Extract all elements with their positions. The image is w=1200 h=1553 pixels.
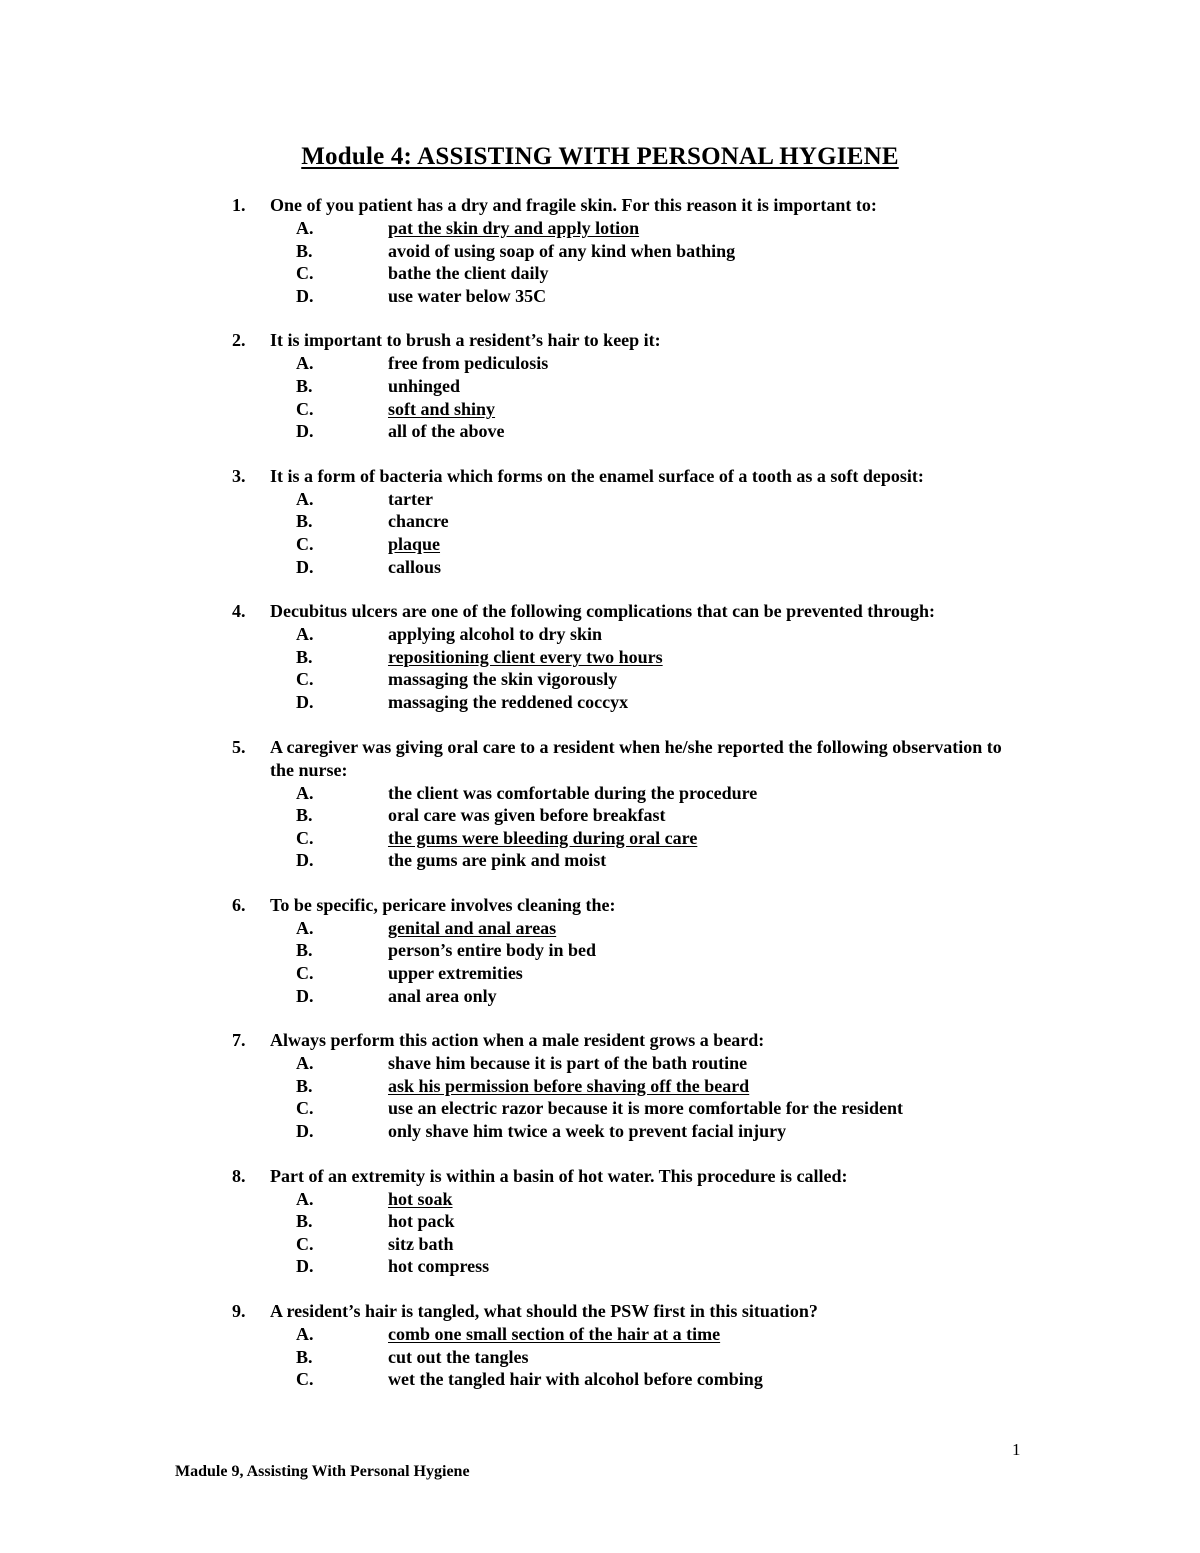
option-letter: D. bbox=[296, 1256, 314, 1277]
option-letter: A. bbox=[296, 782, 314, 803]
option-text-correct: genital and anal areas bbox=[388, 917, 557, 938]
answer-option bbox=[0, 939, 1200, 962]
option-letter: A. bbox=[296, 1053, 314, 1074]
question-text: A resident’s hair is tangled, what should the PSW first in this situation? bbox=[270, 1301, 818, 1321]
question-item bbox=[0, 1300, 1200, 1391]
option-letter: C. bbox=[296, 398, 314, 419]
answer-option bbox=[0, 398, 1200, 421]
option-text: bathe the client daily bbox=[388, 263, 549, 284]
option-text: use water below 35C bbox=[388, 285, 547, 306]
answer-option bbox=[0, 917, 1200, 940]
question-text: Always perform this action when a male resident grows a beard: bbox=[270, 1030, 765, 1051]
answer-option bbox=[0, 352, 1200, 375]
option-text: free from pediculosis bbox=[388, 353, 549, 374]
option-text: chancre bbox=[388, 511, 449, 532]
option-text: oral care was given before breakfast bbox=[388, 805, 666, 826]
answer-option bbox=[0, 556, 1200, 579]
question-stem bbox=[0, 194, 1200, 217]
option-text: person’s entire body in bed bbox=[388, 940, 597, 961]
question-item bbox=[0, 329, 1200, 442]
question-item bbox=[0, 1165, 1200, 1278]
option-text: massaging the reddened coccyx bbox=[388, 691, 629, 712]
question-item bbox=[0, 736, 1200, 872]
option-letter: D. bbox=[296, 850, 314, 871]
answer-option bbox=[0, 1097, 1200, 1120]
question-stem bbox=[0, 894, 1200, 917]
option-text: massaging the skin vigorously bbox=[388, 669, 618, 690]
option-letter: B. bbox=[296, 1211, 313, 1232]
question-number: 5. bbox=[232, 736, 246, 757]
question-stem bbox=[0, 1165, 1200, 1188]
option-letter: D. bbox=[296, 1121, 314, 1142]
option-text: sitz bath bbox=[388, 1233, 454, 1254]
page-title: Module 4: ASSISTING WITH PERSONAL HYGIENE bbox=[301, 143, 899, 170]
answer-option bbox=[0, 420, 1200, 443]
option-letter: A. bbox=[296, 218, 314, 238]
answer-option bbox=[0, 1255, 1200, 1278]
option-letter: A. bbox=[296, 353, 314, 374]
option-letter: D. bbox=[296, 285, 314, 306]
question-number: 4. bbox=[232, 601, 246, 622]
option-text: cut out the tangles bbox=[388, 1346, 529, 1367]
question-number: 1. bbox=[232, 195, 246, 215]
option-letter: A. bbox=[296, 488, 314, 509]
option-letter: B. bbox=[296, 1346, 313, 1367]
question-stem bbox=[0, 1300, 1200, 1323]
option-text: tarter bbox=[388, 488, 433, 509]
question-item bbox=[0, 465, 1200, 578]
question-stem bbox=[0, 736, 1200, 782]
option-text-correct: comb one small section of the hair at a time bbox=[388, 1324, 721, 1344]
answer-option bbox=[0, 668, 1200, 691]
answer-option bbox=[0, 1075, 1200, 1098]
answer-option bbox=[0, 262, 1200, 285]
option-text-correct: repositioning client every two hours bbox=[388, 646, 663, 667]
answer-option bbox=[0, 1188, 1200, 1211]
option-letter: D. bbox=[296, 985, 314, 1006]
option-letter: B. bbox=[296, 940, 313, 961]
option-text: applying alcohol to dry skin bbox=[388, 624, 603, 645]
answer-option bbox=[0, 1346, 1200, 1369]
question-number: 6. bbox=[232, 894, 246, 915]
option-text: upper extremities bbox=[388, 963, 523, 984]
page-number: 1 bbox=[1012, 1440, 1021, 1459]
question-text: A caregiver was giving oral care to a resident when he/she reported the following observation to the nurse: bbox=[270, 736, 1002, 780]
option-text-correct: ask his permission before shaving off the beard bbox=[388, 1075, 750, 1096]
answer-option bbox=[0, 1323, 1200, 1346]
option-letter: B. bbox=[296, 646, 313, 667]
answer-option bbox=[0, 623, 1200, 646]
question-stem bbox=[0, 600, 1200, 623]
question-number: 9. bbox=[232, 1301, 246, 1321]
option-text-correct: hot soak bbox=[388, 1188, 453, 1209]
answer-option bbox=[0, 782, 1200, 805]
question-number: 3. bbox=[232, 465, 246, 486]
option-letter: D. bbox=[296, 556, 314, 577]
footer-text: Madule 9, Assisting With Personal Hygiene bbox=[175, 1463, 470, 1480]
option-text: anal area only bbox=[388, 985, 497, 1006]
question-item bbox=[0, 600, 1200, 713]
question-stem bbox=[0, 329, 1200, 352]
question-stem bbox=[0, 1029, 1200, 1052]
question-number: 7. bbox=[232, 1030, 246, 1051]
option-letter: A. bbox=[296, 624, 314, 645]
option-text: shave him because it is part of the bath routine bbox=[388, 1053, 748, 1074]
question-number: 2. bbox=[232, 330, 246, 351]
option-text-correct: soft and shiny bbox=[388, 398, 496, 419]
answer-option bbox=[0, 1120, 1200, 1143]
option-text: wet the tangled hair with alcohol before combing bbox=[388, 1369, 763, 1390]
option-text: avoid of using soap of any kind when bathing bbox=[388, 240, 736, 261]
option-letter: C. bbox=[296, 1233, 314, 1254]
option-text: the client was comfortable during the procedure bbox=[388, 782, 758, 803]
option-letter: D. bbox=[296, 421, 314, 442]
question-item bbox=[0, 894, 1200, 1007]
answer-option bbox=[0, 240, 1200, 263]
option-letter: C. bbox=[296, 1369, 314, 1390]
option-letter: B. bbox=[296, 375, 313, 396]
answer-option bbox=[0, 691, 1200, 714]
question-text: Decubitus ulcers are one of the following complications that can be prevented through: bbox=[270, 601, 935, 622]
answer-option bbox=[0, 533, 1200, 556]
question-text: It is important to brush a resident’s hair to keep it: bbox=[270, 330, 661, 351]
question-number: 8. bbox=[232, 1165, 246, 1186]
option-letter: D. bbox=[296, 691, 314, 712]
question-item bbox=[0, 1029, 1200, 1142]
answer-option bbox=[0, 985, 1200, 1008]
option-letter: C. bbox=[296, 533, 314, 554]
question-text: Part of an extremity is within a basin of hot water. This procedure is called: bbox=[270, 1165, 848, 1186]
answer-option bbox=[0, 375, 1200, 398]
answer-option bbox=[0, 510, 1200, 533]
question-list bbox=[0, 194, 1200, 1413]
option-text: use an electric razor because it is more comfortable for the resident bbox=[388, 1098, 904, 1119]
option-letter: C. bbox=[296, 1098, 314, 1119]
answer-option bbox=[0, 285, 1200, 308]
option-letter: A. bbox=[296, 1324, 314, 1344]
answer-option bbox=[0, 827, 1200, 850]
option-letter: A. bbox=[296, 917, 314, 938]
option-letter: C. bbox=[296, 963, 314, 984]
option-text-correct: the gums were bleeding during oral care bbox=[388, 827, 698, 848]
question-text: One of you patient has a dry and fragile skin. For this reason it is important to: bbox=[270, 195, 877, 215]
question-text: It is a form of bacteria which forms on the enamel surface of a tooth as a soft deposit: bbox=[270, 465, 924, 486]
option-text-correct: pat the skin dry and apply lotion bbox=[388, 218, 640, 238]
answer-option bbox=[0, 1233, 1200, 1256]
option-text: hot pack bbox=[388, 1211, 455, 1232]
option-text: callous bbox=[388, 556, 442, 577]
answer-option bbox=[0, 217, 1200, 240]
question-item bbox=[0, 194, 1200, 307]
question-stem bbox=[0, 465, 1200, 488]
answer-option bbox=[0, 849, 1200, 872]
option-letter: B. bbox=[296, 805, 313, 826]
answer-option bbox=[0, 488, 1200, 511]
answer-option bbox=[0, 962, 1200, 985]
option-text: hot compress bbox=[388, 1256, 490, 1277]
answer-option bbox=[0, 1052, 1200, 1075]
option-letter: C. bbox=[296, 669, 314, 690]
option-text: unhinged bbox=[388, 375, 461, 396]
answer-option bbox=[0, 1368, 1200, 1391]
option-letter: A. bbox=[296, 1188, 314, 1209]
option-text: all of the above bbox=[388, 421, 505, 442]
option-letter: B. bbox=[296, 1075, 313, 1096]
question-text: To be specific, pericare involves cleaning the: bbox=[270, 894, 616, 915]
option-letter: B. bbox=[296, 511, 313, 532]
option-text: only shave him twice a week to prevent facial injury bbox=[388, 1121, 787, 1142]
answer-option bbox=[0, 646, 1200, 669]
answer-option bbox=[0, 1210, 1200, 1233]
option-letter: C. bbox=[296, 263, 314, 284]
answer-option bbox=[0, 804, 1200, 827]
option-letter: B. bbox=[296, 240, 313, 261]
option-text: the gums are pink and moist bbox=[388, 850, 607, 871]
option-text-correct: plaque bbox=[388, 533, 441, 554]
option-letter: C. bbox=[296, 827, 314, 848]
